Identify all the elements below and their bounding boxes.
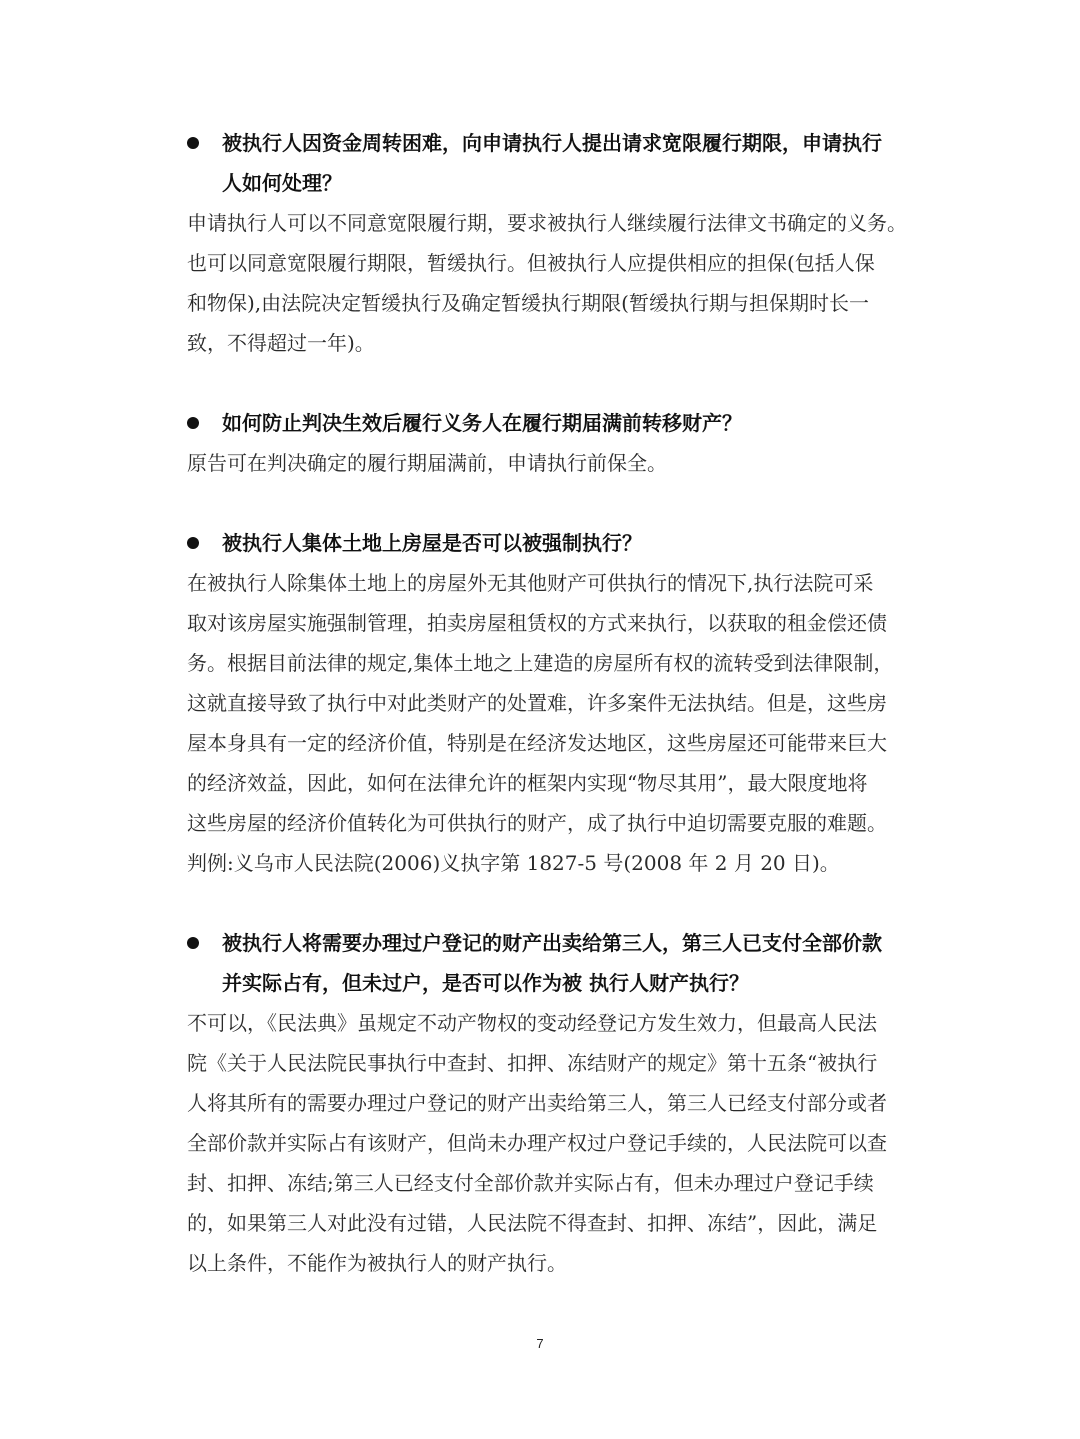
answer-line: 这就直接导致了执行中对此类财产的处置难，许多案件无法执结。但是，这些房: [187, 691, 887, 715]
answer-line: 致，不得超过一年)。: [187, 331, 375, 355]
answer-line: 务。根据目前法律的规定,集体土地之上建造的房屋所有权的流转受到法律限制，: [187, 651, 894, 675]
heading-line: 被执行人将需要办理过户登记的财产出卖给第三人，第三人已支付全部价款: [222, 931, 882, 955]
answer-line: 人将其所有的需要办理过户登记的财产出卖给第三人，第三人已经支付部分或者: [187, 1091, 887, 1115]
question-heading: [187, 523, 907, 563]
qa-section-4: [187, 923, 907, 1283]
bullet-icon: [187, 537, 199, 549]
answer-line: 院《关于人民法院民事执行中查封、扣押、冻结财产的规定》第十五条“被执行: [187, 1051, 878, 1075]
answer-line: 屋本身具有一定的经济价值，特别是在经济发达地区，这些房屋还可能带来巨大: [187, 731, 887, 755]
answer-line: 全部价款并实际占有该财产，但尚未办理产权过户登记手续的，人民法院可以查: [187, 1131, 887, 1155]
page-content: [187, 123, 907, 1323]
heading-line: 被执行人集体土地上房屋是否可以被强制执行？: [222, 531, 642, 555]
answer-line: 封、扣押、冻结;第三人已经支付全部价款并实际占有，但未办理过户登记手续: [187, 1171, 874, 1195]
answer-line: 在被执行人除集体土地上的房屋外无其他财产可供执行的情况下,执行法院可采: [187, 571, 874, 595]
heading-line: 被执行人因资金周转困难，向申请执行人提出请求宽限履行期限，申请执行: [222, 131, 882, 155]
question-heading: [187, 123, 907, 203]
answer-line: 这些房屋的经济价值转化为可供执行的财产，成了执行中迫切需要克服的难题。: [187, 811, 887, 835]
page-number: 7: [536, 1336, 544, 1351]
question-heading: [187, 403, 907, 443]
answer-text: [187, 203, 907, 363]
answer-line: 取对该房屋实施强制管理，拍卖房屋租赁权的方式来执行，以获取的租金偿还债: [187, 611, 887, 635]
qa-section-1: [187, 123, 907, 363]
heading-line: 如何防止判决生效后履行义务人在履行期届满前转移财产？: [222, 411, 742, 435]
heading-line: 并实际占有，但未过户，是否可以作为被 执行人财产执行？: [222, 971, 749, 995]
bullet-icon: [187, 937, 199, 949]
answer-text: [187, 563, 907, 883]
answer-line: 的经济效益，因此，如何在法律允许的框架内实现“物尽其用”，最大限度地将: [187, 771, 868, 795]
answer-text: [187, 1003, 907, 1283]
qa-section-2: [187, 403, 907, 483]
answer-line: 的，如果第三人对此没有过错，人民法院不得查封、扣押、冻结”，因此，满足: [187, 1211, 878, 1235]
heading-line: 人如何处理？: [222, 171, 342, 195]
answer-text: [187, 443, 907, 483]
answer-line: 不可以，《民法典》虽规定不动产物权的变动经登记方发生效力，但最高人民法: [187, 1011, 877, 1035]
qa-section-3: [187, 523, 907, 883]
answer-line: 以上条件，不能作为被执行人的财产执行。: [187, 1251, 567, 1275]
bullet-icon: [187, 417, 199, 429]
answer-line: 判例:义乌市人民法院(2006)义执字第 1827-5 号(2008 年 2 月 20 日)。: [187, 851, 840, 875]
answer-line: 申请执行人可以不同意宽限履行期，要求被执行人继续履行法律文书确定的义务。: [187, 211, 907, 235]
bullet-icon: [187, 137, 199, 149]
question-heading: [187, 923, 907, 1003]
answer-line: 和物保),由法院决定暂缓执行及确定暂缓执行期限(暂缓执行期与担保期时长一: [187, 291, 869, 315]
answer-line: 也可以同意宽限履行期限，暂缓执行。但被执行人应提供相应的担保(包括人保: [187, 251, 875, 275]
answer-line: 原告可在判决确定的履行期届满前，申请执行前保全。: [187, 451, 667, 475]
